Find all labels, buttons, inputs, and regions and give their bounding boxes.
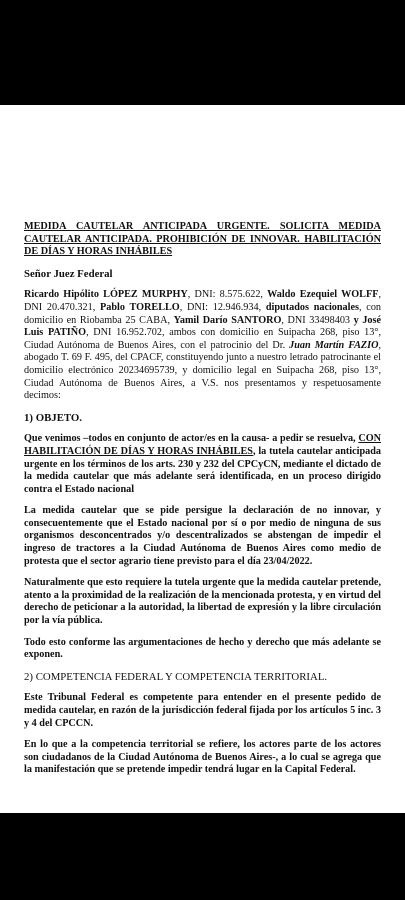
party-detail: , con domicilio en Riobamba 25 CABA, xyxy=(24,301,382,326)
objeto-emphasis: CON HABILITACIÓN DE DÍAS Y HORAS INHÁBILES xyxy=(24,433,381,457)
party-detail: , DNI: 12.946.934, xyxy=(179,301,266,313)
arguments-paragraph: Todo esto conforme las argumentaciones de hecho y derecho que más adelante se exponen. xyxy=(24,636,381,661)
objeto-text: Que venimos –todos en conjunto de actor/es en la causa- a pedir se resuelva, xyxy=(24,433,359,445)
party-name: Yamil Darío SANTORO xyxy=(173,314,282,326)
party-detail: , DNI 16.952.702, ambos con domicilio en Suipacha 268, piso 13°, Ciudad Autónoma de Buenos Aires, con el patrocinio del Dr. xyxy=(24,327,381,351)
salutation: Señor Juez Federal xyxy=(24,267,113,280)
party-detail: , DNI: 8.575.622, xyxy=(187,289,268,301)
party-name: Pablo TORELLO xyxy=(100,301,180,313)
lawyer-name: Juan Martín FAZIO xyxy=(289,339,379,351)
party-detail: , abogado T. 69 F. 495, del CPACF, constituyendo junto a nuestro letrado patrocinante el domicilio electrónico 20234695739, y domicilio legal en Suipacha 268, piso 13°, Ciudad Autónoma de Buenos Aires, a V.S. nos presentamos y respetuosamente decimos: xyxy=(24,339,381,402)
party-name: y José Luis PATIÑO xyxy=(24,314,382,339)
party-name: Waldo Ezequiel WOLFF xyxy=(267,289,379,301)
urgency-paragraph: Naturalmente que esto requiere la tutela urgente que la medida cautelar pretende, atento a la proximidad de la realización de la mencionada protesta, y en virtud del derecho de peticionar a la autoridad, la libertad de expresión y la libre circulación por la vía pública. xyxy=(24,577,381,627)
top-black-bar xyxy=(0,0,405,105)
bottom-black-bar xyxy=(0,813,405,900)
document-title: MEDIDA CAUTELAR ANTICIPADA URGENTE. SOLICITA MEDIDA CAUTELAR ANTICIPADA. PROHIBICIÓN DE INNOVAR. HABILITACIÓN DE DÍAS Y HORAS INHÁBILES xyxy=(24,221,381,258)
party-detail: , DNI 33498403 xyxy=(281,314,354,326)
section-heading-competencia: 2) COMPETENCIA FEDERAL Y COMPETENCIA TERRITORIAL. xyxy=(24,670,328,683)
objeto-paragraph xyxy=(24,433,381,496)
jurisdiction-paragraph: Este Tribunal Federal es competente para entender en el presente pedido de medida cautelar, en razón de la jurisdicción federal fijada por los artículos 5 inc. 3 y 4 del CPCCN. xyxy=(24,692,381,729)
measure-paragraph: La medida cautelar que se pide persigue la declaración de no innovar, y consecuentemente que el Estado nacional por sí o por medio de ninguna de sus organismos desconcentrados y/o descentralizados se abstengan de impedir el ingreso de tractores a la Ciudad Autónoma de Buenos Aires como medio de protesta que el sector agrario tiene previsto para el día 23/04/2022. xyxy=(24,505,381,567)
territorial-paragraph: En lo que a la competencia territorial se refiere, los actores parte de los actores son ciudadanos de la Ciudad Autónoma de Buenos Aires-, a lo cual se agrega que la manifestación que se pretende impedir tendrá lugar en la Capital Federal. xyxy=(24,739,381,776)
section-heading-objeto: 1) OBJETO. xyxy=(24,411,82,424)
intro-paragraph xyxy=(24,289,381,402)
party-role: diputados nacionales xyxy=(265,301,359,313)
party-name: Ricardo Hipólito LÓPEZ MURPHY xyxy=(24,289,188,301)
document-page xyxy=(0,105,405,813)
objeto-text: , la tutela cautelar anticipada urgente en los términos de los arts. 230 y 232 del CPCyCN, mediante el dictado de la medida cautelar que más adelante será identificada, en un proceso dirigido contra el Estado nacional xyxy=(24,445,381,495)
party-detail: , DNI 20.470.321, xyxy=(24,289,381,313)
